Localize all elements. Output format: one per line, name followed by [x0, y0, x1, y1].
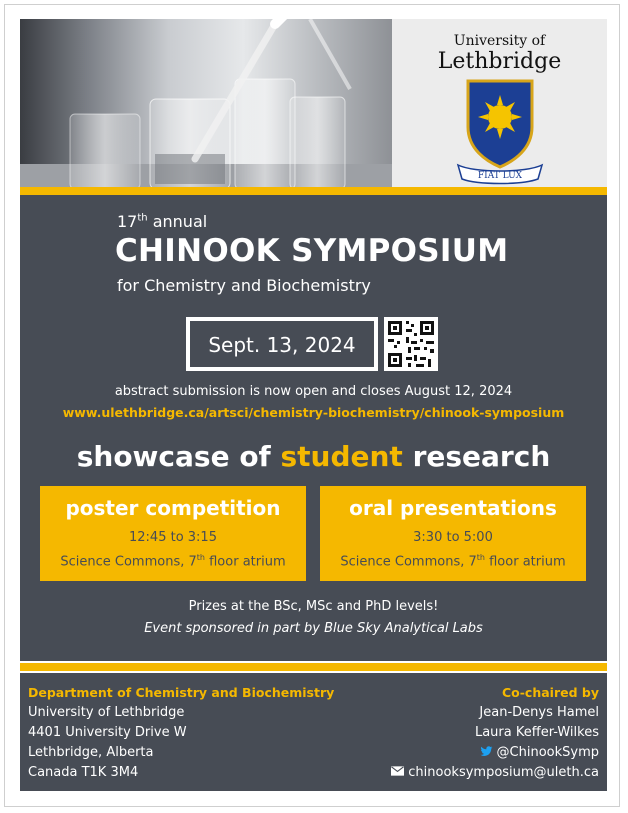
address-line2: 4401 University Drive W [28, 725, 187, 740]
oral-time: 3:30 to 5:00 [413, 530, 493, 545]
university-name-line1: University of [453, 33, 546, 49]
cochair-2: Laura Keffer-Wilkes [474, 725, 599, 740]
twitter-bird-icon [480, 746, 493, 757]
oral-location-a: Science Commons, 7 [340, 554, 477, 570]
showcase-part1: showcase of [76, 440, 281, 473]
poster-location-b: floor atrium [204, 554, 286, 570]
poster-time: 12:45 to 3:15 [129, 530, 217, 545]
event-title: CHINOOK SYMPOSIUM [115, 233, 509, 269]
prizes-text: Prizes at the BSc, MSc and PhD levels! [188, 599, 439, 614]
lab-glassware-photo [20, 19, 392, 187]
email-row[interactable] [391, 765, 599, 780]
university-logo-area [392, 19, 607, 187]
edition-line [117, 212, 207, 231]
university-name-line2: Lethbridge [437, 49, 562, 74]
oral-title: oral presentations [349, 496, 557, 520]
showcase-part3: research [402, 440, 551, 473]
sponsor-text: Event sponsored in part by Blue Sky Analytical Labs [144, 621, 483, 636]
footer [20, 673, 607, 791]
gold-divider-top [20, 187, 607, 195]
glassware-illustration [20, 19, 392, 187]
event-date: Sept. 13, 2024 [208, 333, 356, 357]
event-subtitle: for Chemistry and Biochemistry [117, 276, 371, 295]
abstract-notice: abstract submission is now open and closes August 12, 2024 [114, 384, 513, 399]
oral-location [320, 553, 586, 569]
poster-competition-box [40, 486, 306, 581]
showcase-heading [20, 440, 607, 473]
motto-text: FIAT LUX [477, 171, 523, 181]
address-line4: Canada T1K 3M4 [28, 765, 139, 780]
gold-divider-bottom [20, 663, 607, 671]
address-line3: Lethbridge, Alberta [28, 745, 154, 760]
oral-location-sup: th [476, 553, 485, 562]
address-line1: University of Lethbridge [28, 705, 185, 720]
oral-presentations-box [320, 486, 586, 581]
poster-location [40, 553, 306, 569]
cochair-1: Jean-Denys Hamel [479, 705, 599, 720]
showcase-highlight: student [280, 440, 403, 473]
envelope-icon [391, 766, 404, 776]
cochaired-heading: Co-chaired by [501, 685, 599, 700]
hero-banner [20, 19, 607, 187]
qr-code-icon[interactable] [384, 317, 438, 371]
oral-location-b: floor atrium [484, 554, 566, 570]
date-box [186, 317, 378, 371]
twitter-handle: @ChinookSymp [496, 745, 599, 760]
symposium-url-link[interactable]: www.ulethbridge.ca/artsci/chemistry-biochemistry/chinook-symposium [62, 405, 565, 420]
edition-annual: annual [147, 212, 208, 231]
department-name: Department of Chemistry and Biochemistry [28, 685, 335, 700]
contact-email: chinooksymposium@uleth.ca [408, 765, 599, 780]
main-panel [20, 195, 607, 661]
poster-location-sup: th [196, 553, 205, 562]
twitter-handle-row[interactable] [480, 745, 599, 760]
university-crest-icon [454, 77, 546, 185]
poster-title: poster competition [65, 496, 281, 520]
edition-suffix: th [137, 212, 148, 224]
poster-location-a: Science Commons, 7 [60, 554, 197, 570]
edition-number: 17 [117, 212, 138, 231]
